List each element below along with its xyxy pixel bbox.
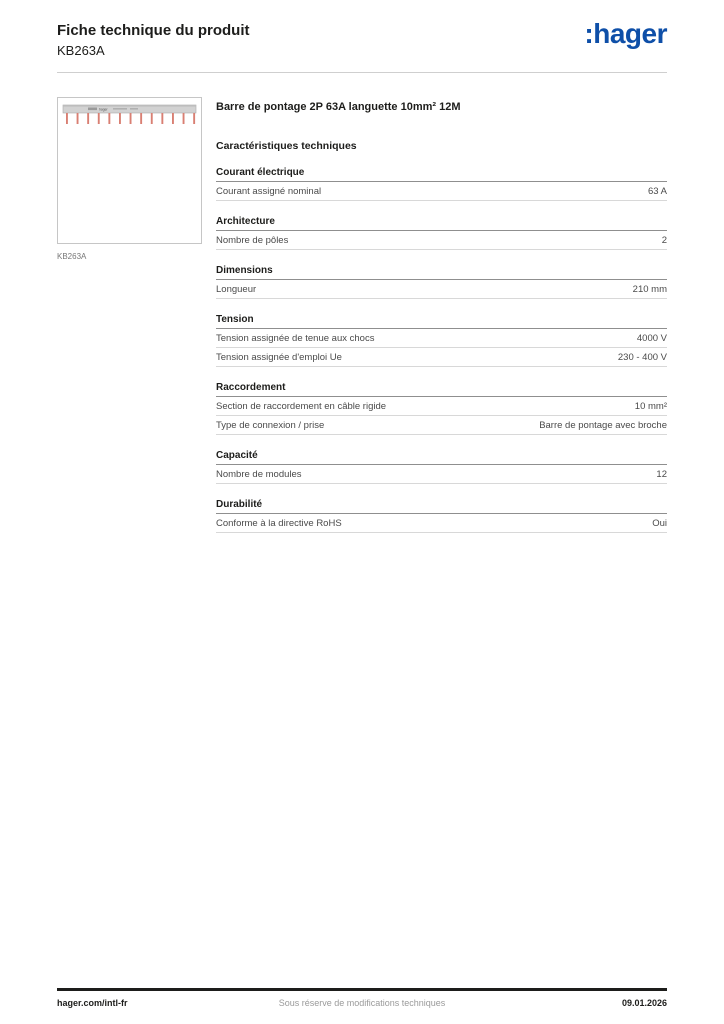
spec-row: [216, 280, 667, 299]
product-image-caption: KB263A: [57, 252, 87, 261]
spec-row: [216, 397, 667, 416]
spec-section-title: Courant électrique: [216, 163, 667, 182]
footer-website-link[interactable]: hager.com/intl-fr: [57, 998, 128, 1008]
spec-value: Oui: [652, 518, 667, 529]
header: [0, 0, 724, 58]
footer-disclaimer: Sous réserve de modifications techniques: [278, 998, 446, 1008]
spec-sections: [216, 163, 667, 533]
spec-column: [216, 97, 667, 533]
spec-row: [216, 514, 667, 533]
spec-value: 4000 V: [636, 333, 667, 344]
footer-date: 09.01.2026: [621, 998, 667, 1008]
spec-value: 230 - 400 V: [617, 352, 667, 363]
spec-label: Section de raccordement en câble rigide: [216, 401, 387, 412]
spec-value: 10 mm²: [634, 401, 667, 412]
spec-section: [216, 212, 667, 250]
tech-characteristics-heading: Caractéristiques techniques: [216, 140, 357, 152]
spec-row: [216, 348, 667, 367]
spec-value: Barre de pontage avec broche: [539, 420, 667, 431]
spec-value: 2: [661, 235, 667, 246]
spec-section-title: Tension: [216, 310, 667, 329]
spec-section-title: Durabilité: [216, 495, 667, 514]
spec-section: [216, 495, 667, 533]
spec-section-title: Capacité: [216, 446, 667, 465]
spec-label: Courant assigné nominal: [216, 186, 322, 197]
busbar-drawing: [58, 98, 201, 158]
spec-row: [216, 231, 667, 250]
product-title: Barre de pontage 2P 63A languette 10mm² 12M: [216, 101, 461, 113]
product-reference: KB263A: [57, 43, 105, 58]
product-image: [57, 97, 202, 244]
spec-section-title: Raccordement: [216, 378, 667, 397]
spec-row: [216, 416, 667, 435]
spec-value: 210 mm: [632, 284, 667, 295]
spec-label: Type de connexion / prise: [216, 420, 325, 431]
page-title: Fiche technique du produit: [57, 22, 250, 39]
spec-section-title: Architecture: [216, 212, 667, 231]
spec-section: [216, 446, 667, 484]
spec-section-title: Dimensions: [216, 261, 667, 280]
spec-section: [216, 163, 667, 201]
spec-row: [216, 465, 667, 484]
spec-section: [216, 310, 667, 367]
spec-label: Tension assignée de tenue aux chocs: [216, 333, 375, 344]
spec-value: 63 A: [647, 186, 667, 197]
spec-label: Conforme à la directive RoHS: [216, 518, 342, 529]
spec-section: [216, 261, 667, 299]
spec-label: Tension assignée d'emploi Ue: [216, 352, 342, 363]
spec-section: [216, 378, 667, 435]
spec-label: Nombre de modules: [216, 469, 302, 480]
footer: [57, 988, 667, 1008]
hager-logo: :hager: [584, 18, 667, 49]
product-image-column: [57, 97, 202, 533]
spec-row: [216, 329, 667, 348]
spec-value: 12: [656, 469, 667, 480]
busbar-brand-text: hager: [99, 107, 108, 112]
spec-row: [216, 182, 667, 201]
spec-label: Longueur: [216, 284, 257, 295]
main-content: [0, 73, 724, 533]
spec-label: Nombre de pôles: [216, 235, 289, 246]
